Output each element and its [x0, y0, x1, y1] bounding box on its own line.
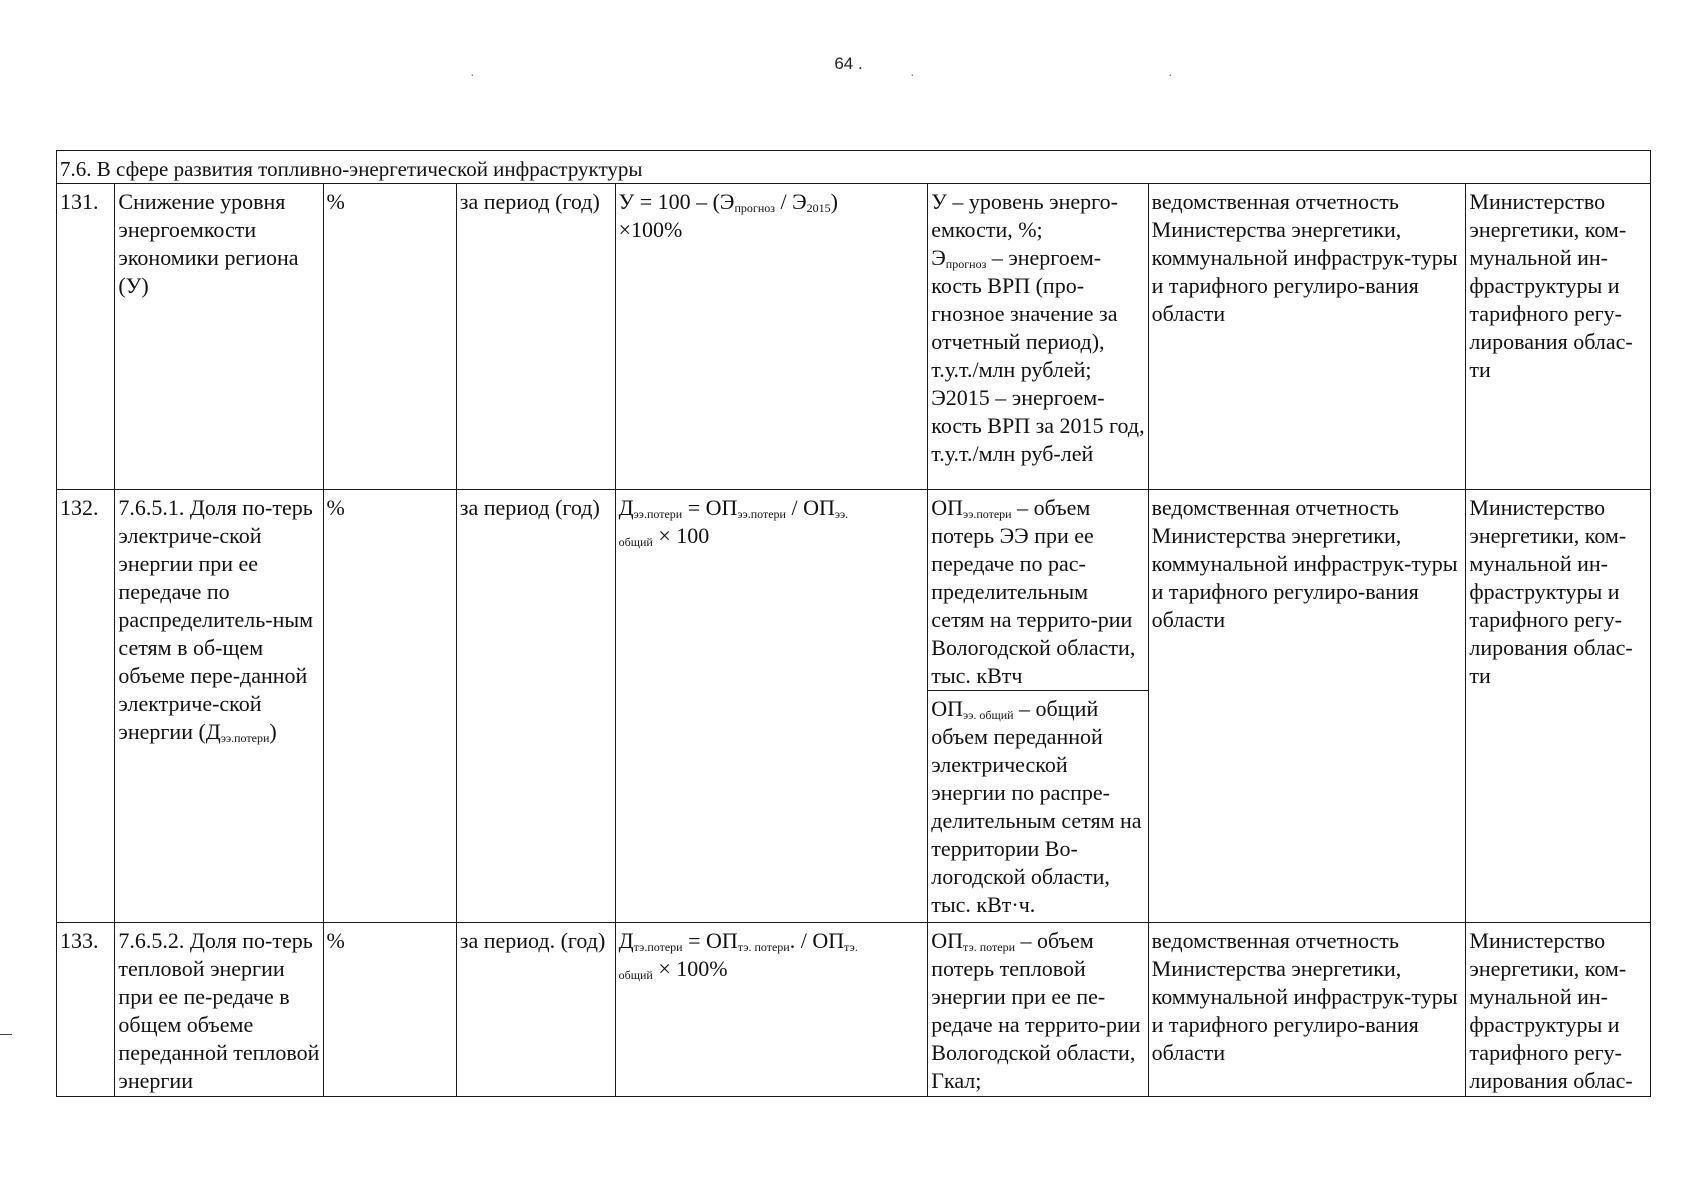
description-forecast: $Э_{прогноз}$ – энергоем-кость ВРП (про-гнозное значение за отчетный период), т.у.т./млн рублей; — [931, 245, 1118, 382]
unit-cell: % — [323, 184, 456, 490]
unit-cell: % — [323, 490, 456, 923]
scan-dot: · — [470, 66, 475, 82]
description-cell — [928, 184, 1148, 490]
description-2015: Э2015 – энергоем-кость ВРП за 2015 год, т.у.т./млн руб-лей — [931, 385, 1145, 466]
row-number: 133. — [57, 923, 115, 1097]
period-cell: за период (год) — [456, 490, 615, 923]
indicator-table — [56, 150, 1651, 1097]
responsible-cell: Министерство энергетики, ком-мунальной ин-фраструктуры и тарифного регу-лирования облас-ти — [1466, 184, 1651, 490]
row-number: 132. — [57, 490, 115, 923]
table-row — [57, 184, 1651, 490]
responsible-cell: Министерство энергетики, ком-мунальной ин-фраструктуры и тарифного регу-лирования облас-ти — [1466, 490, 1651, 923]
scan-dot: · — [910, 66, 915, 82]
row-number: 131. — [57, 184, 115, 490]
indicator-name: 7.6.5.2. Доля по-терь тепловой энергии при ее пе-редаче в общем объеме переданной тепловой энергии — [115, 923, 323, 1097]
unit-cell: % — [323, 923, 456, 1097]
data-source-cell: ведомственная отчетность Министерства энергетики, коммунальной инфраструк-туры и тарифного регулиро-вания области — [1148, 490, 1466, 923]
section-header-row — [57, 151, 1651, 184]
responsible-cell: Министерство энергетики, ком-мунальной ин-фраструктуры и тарифного регу-лирования облас- — [1466, 923, 1651, 1097]
indicator-name: Снижение уровня энергоемкости экономики региона (У) — [115, 184, 323, 490]
table-row — [57, 923, 1651, 1097]
description-cell: $ОП_{ээ.потери}$ – объем потерь ЭЭ при ее передаче по рас-пределительным сетям на террито-рии Вологодской области, тыс. кВтч — [928, 490, 1148, 691]
description-cell: $ОП_{ээ. общий}$ – общий объем переданной электрической энергии по распре-делительным сетям на территории Во-логодской области, тыс. кВт·ч. — [928, 691, 1148, 923]
formula-cell: $У = 100 - (Э_{прогноз} / Э_{2015})$ ×100% — [615, 184, 928, 490]
formula-cell: $Д_{ээ.потери} = ОП_{ээ.потери} / ОП_{ээ.}$ $_{общий}$ × 100 — [615, 490, 928, 923]
margin-mark — [0, 1034, 12, 1035]
page-number: 64 . — [834, 54, 863, 73]
data-source-cell: ведомственная отчетность Министерства энергетики, коммунальной инфраструк-туры и тарифного регулиро-вания области — [1148, 923, 1466, 1097]
period-cell: за период (год) — [456, 184, 615, 490]
formula-cell: $Д_{тэ.потери} = ОП_{тэ. потери}$. / $ОП_{тэ.}$ $_{общий}$ × 100% — [615, 923, 928, 1097]
data-source-cell: ведомственная отчетность Министерства энергетики, коммунальной инфраструк-туры и тарифного регулиро-вания области — [1148, 184, 1466, 490]
section-title: 7.6. В сфере развития топливно-энергетической инфраструктуры — [57, 151, 1651, 184]
indicator-name: 7.6.5.1. Доля по-терь электриче-ской энергии при ее передаче по распределитель-ным сетям в об-щем объеме пере-данной электриче-ской энергии $(Д_{ээ.потери})$ — [115, 490, 323, 923]
period-cell: за период. (год) — [456, 923, 615, 1097]
description-u: У – уровень энерго-емкости, %; — [931, 189, 1118, 242]
table-row — [57, 490, 1651, 691]
scan-dot: · — [1168, 66, 1173, 82]
description-cell: $ОП_{тэ. потери}$ – объем потерь тепловой энергии при ее пе-редаче на террито-рии Вологодской области, Гкал; — [928, 923, 1148, 1097]
